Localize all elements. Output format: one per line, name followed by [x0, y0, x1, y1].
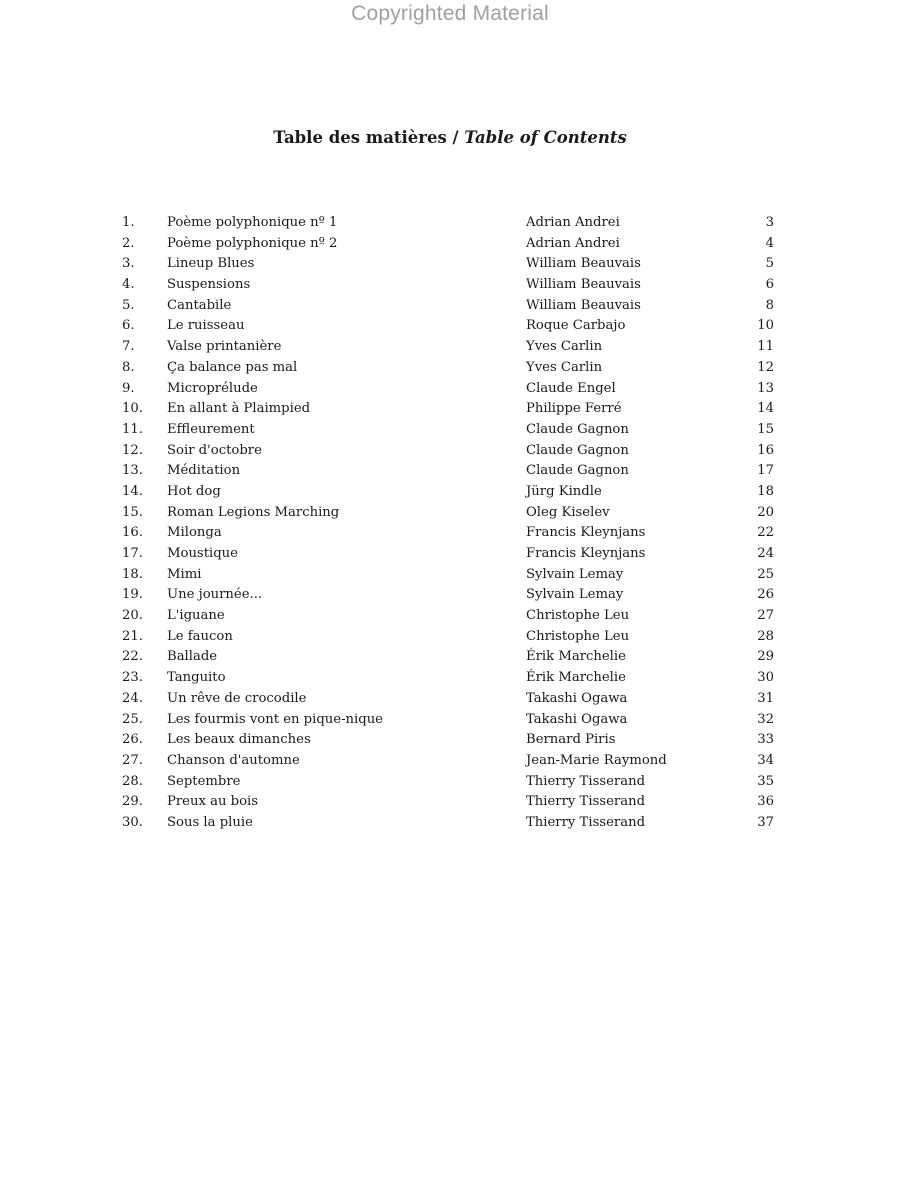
entry-title: Le faucon [167, 628, 233, 644]
entry-page: 20 [757, 504, 774, 520]
entry-number: 24. [122, 690, 143, 706]
toc-entry [118, 503, 778, 524]
entry-page: 32 [757, 711, 774, 727]
toc-entry [118, 565, 778, 586]
entry-page: 24 [757, 546, 774, 561]
entry-number: 1. [122, 215, 135, 230]
entry-number: 6. [122, 318, 135, 334]
toc-entry [118, 358, 778, 379]
entry-composer: Yves Carlin [526, 359, 603, 375]
toc-entry [118, 813, 778, 834]
toc-entry [118, 710, 778, 731]
entry-number: 7. [122, 339, 135, 355]
toc-entry [118, 234, 778, 255]
page-title [0, 128, 900, 147]
entry-number: 23. [122, 670, 143, 686]
entry-composer: Sylvain Lemay [526, 587, 624, 603]
entry-page: 12 [757, 359, 774, 375]
toc-entry [118, 606, 778, 627]
entry-composer: Francis Kleynjans [526, 546, 646, 561]
entry-number: 27. [122, 752, 143, 768]
toc-entry [118, 337, 778, 358]
entry-page: 5 [765, 256, 774, 272]
toc-entry [118, 730, 778, 751]
entry-number: 20. [122, 608, 143, 624]
entry-number: 12. [122, 442, 143, 458]
entry-number: 2. [122, 235, 135, 251]
entry-title: Le ruisseau [167, 318, 245, 334]
entry-number: 16. [122, 525, 143, 541]
entry-title: Preux au bois [167, 794, 259, 810]
entry-page: 14 [757, 401, 774, 417]
entry-number: 19. [122, 587, 143, 603]
toc-entry [118, 379, 778, 400]
toc-entry [118, 689, 778, 710]
toc-entry [118, 772, 778, 793]
toc-entry [118, 399, 778, 420]
entry-composer: Roque Carbajo [526, 318, 626, 334]
entry-title: Microprélude [167, 380, 258, 396]
entry-title: Moustique [167, 546, 238, 561]
entry-composer: Philippe Ferré [526, 401, 622, 417]
entry-number: 18. [122, 566, 143, 582]
entry-page: 34 [757, 752, 774, 768]
entry-composer: Claude Gagnon [526, 442, 629, 458]
entry-composer: Érik Marchelie [526, 670, 626, 686]
entry-title: Chanson d'automne [167, 752, 300, 768]
entry-composer: Jürg Kindle [526, 483, 602, 499]
entry-composer: Takashi Ogawa [526, 711, 628, 727]
entry-number: 3. [122, 256, 135, 272]
entry-composer: Claude Gagnon [526, 421, 629, 437]
entry-composer: Bernard Piris [526, 732, 616, 748]
entry-composer: Christophe Leu [526, 608, 630, 624]
title-english: Table of Contents [464, 128, 627, 147]
entry-page: 28 [757, 628, 774, 644]
entry-page: 13 [757, 380, 774, 396]
toc-entry [118, 254, 778, 275]
entry-page: 22 [757, 525, 774, 541]
entry-page: 36 [757, 794, 774, 810]
entry-number: 30. [122, 814, 143, 830]
entry-title: Milonga [167, 525, 222, 541]
toc-entry [118, 751, 778, 772]
entry-number: 10. [122, 401, 143, 417]
entry-number: 5. [122, 297, 135, 313]
entry-number: 11. [122, 421, 143, 437]
entry-page: 8 [765, 297, 774, 313]
table-of-contents [118, 213, 778, 834]
entry-page: 15 [757, 421, 774, 437]
entry-page: 30 [757, 670, 774, 686]
entry-composer: William Beauvais [526, 256, 641, 272]
entry-page: 17 [757, 463, 774, 479]
entry-title: Tanguito [167, 670, 226, 686]
toc-entry [118, 792, 778, 813]
entry-page: 25 [757, 566, 774, 582]
entry-page: 3 [765, 215, 774, 230]
entry-title: Sous la pluie [167, 814, 253, 830]
entry-title: En allant à Plaimpied [167, 401, 311, 417]
entry-number: 8. [122, 359, 135, 375]
toc-entry [118, 420, 778, 441]
entry-composer: Adrian Andrei [526, 235, 620, 251]
toc-entry [118, 668, 778, 689]
entry-composer: Érik Marchelie [526, 649, 626, 665]
copyright-watermark: Copyrighted Material [351, 2, 549, 25]
entry-composer: Francis Kleynjans [526, 525, 646, 541]
entry-number: 9. [122, 380, 135, 396]
toc-entry [118, 647, 778, 668]
toc-entry [118, 213, 778, 234]
entry-title: Ça balance pas mal [167, 359, 298, 375]
entry-page: 11 [757, 339, 774, 355]
entry-number: 15. [122, 504, 143, 520]
entry-title: Lineup Blues [167, 256, 255, 272]
entry-page: 33 [757, 732, 774, 748]
entry-title: Poème polyphonique nº 1 [167, 215, 338, 230]
entry-composer: William Beauvais [526, 297, 641, 313]
entry-title: Roman Legions Marching [167, 504, 340, 520]
entry-number: 4. [122, 277, 135, 293]
toc-entry [118, 275, 778, 296]
entry-page: 27 [757, 608, 774, 624]
entry-title: Suspensions [167, 277, 251, 293]
entry-page: 26 [757, 587, 774, 603]
entry-title: Les beaux dimanches [167, 732, 311, 748]
toc-entry [118, 316, 778, 337]
entry-title: Une journée... [167, 587, 263, 603]
entry-number: 25. [122, 711, 143, 727]
entry-composer: Jean-Marie Raymond [526, 752, 667, 768]
entry-composer: Thierry Tisserand [526, 814, 646, 830]
entry-title: Effleurement [167, 421, 255, 437]
entry-composer: Sylvain Lemay [526, 566, 624, 582]
entry-page: 4 [765, 235, 774, 251]
entry-composer: Claude Engel [526, 380, 616, 396]
entry-composer: William Beauvais [526, 277, 641, 293]
entry-page: 35 [757, 773, 774, 789]
entry-page: 18 [757, 483, 774, 499]
entry-title: Méditation [167, 463, 241, 479]
entry-page: 29 [757, 649, 774, 665]
entry-title: L'iguane [167, 608, 225, 624]
entry-page: 6 [765, 277, 774, 293]
entry-page: 10 [757, 318, 774, 334]
entry-title: Valse printanière [167, 339, 282, 355]
toc-entry [118, 296, 778, 317]
entry-number: 28. [122, 773, 143, 789]
entry-composer: Oleg Kiselev [526, 504, 610, 520]
toc-entry [118, 544, 778, 565]
entry-number: 22. [122, 649, 143, 665]
entry-number: 13. [122, 463, 143, 479]
entry-composer: Adrian Andrei [526, 215, 620, 230]
entry-composer: Christophe Leu [526, 628, 630, 644]
entry-title: Septembre [167, 773, 241, 789]
entry-composer: Takashi Ogawa [526, 690, 628, 706]
entry-page: 31 [757, 690, 774, 706]
entry-composer: Claude Gagnon [526, 463, 629, 479]
toc-entry [118, 461, 778, 482]
toc-entry [118, 585, 778, 606]
entry-page: 16 [757, 442, 774, 458]
entry-title: Un rêve de crocodile [167, 690, 307, 706]
title-french: Table des matières / [273, 128, 465, 147]
entry-title: Les fourmis vont en pique-nique [167, 711, 383, 727]
entry-page: 37 [757, 814, 774, 830]
entry-number: 26. [122, 732, 143, 748]
entry-title: Hot dog [167, 483, 221, 499]
entry-title: Ballade [167, 649, 218, 665]
entry-number: 29. [122, 794, 143, 810]
toc-entry [118, 482, 778, 503]
toc-entry [118, 441, 778, 462]
entry-number: 17. [122, 546, 143, 561]
toc-entry [118, 523, 778, 544]
entry-composer: Yves Carlin [526, 339, 603, 355]
toc-entry [118, 627, 778, 648]
entry-title: Soir d'octobre [167, 442, 262, 458]
entry-number: 14. [122, 483, 143, 499]
entry-title: Poème polyphonique nº 2 [167, 235, 338, 251]
entry-composer: Thierry Tisserand [526, 773, 646, 789]
entry-title: Cantabile [167, 297, 232, 313]
entry-composer: Thierry Tisserand [526, 794, 646, 810]
entry-title: Mimi [167, 566, 202, 582]
entry-number: 21. [122, 628, 143, 644]
